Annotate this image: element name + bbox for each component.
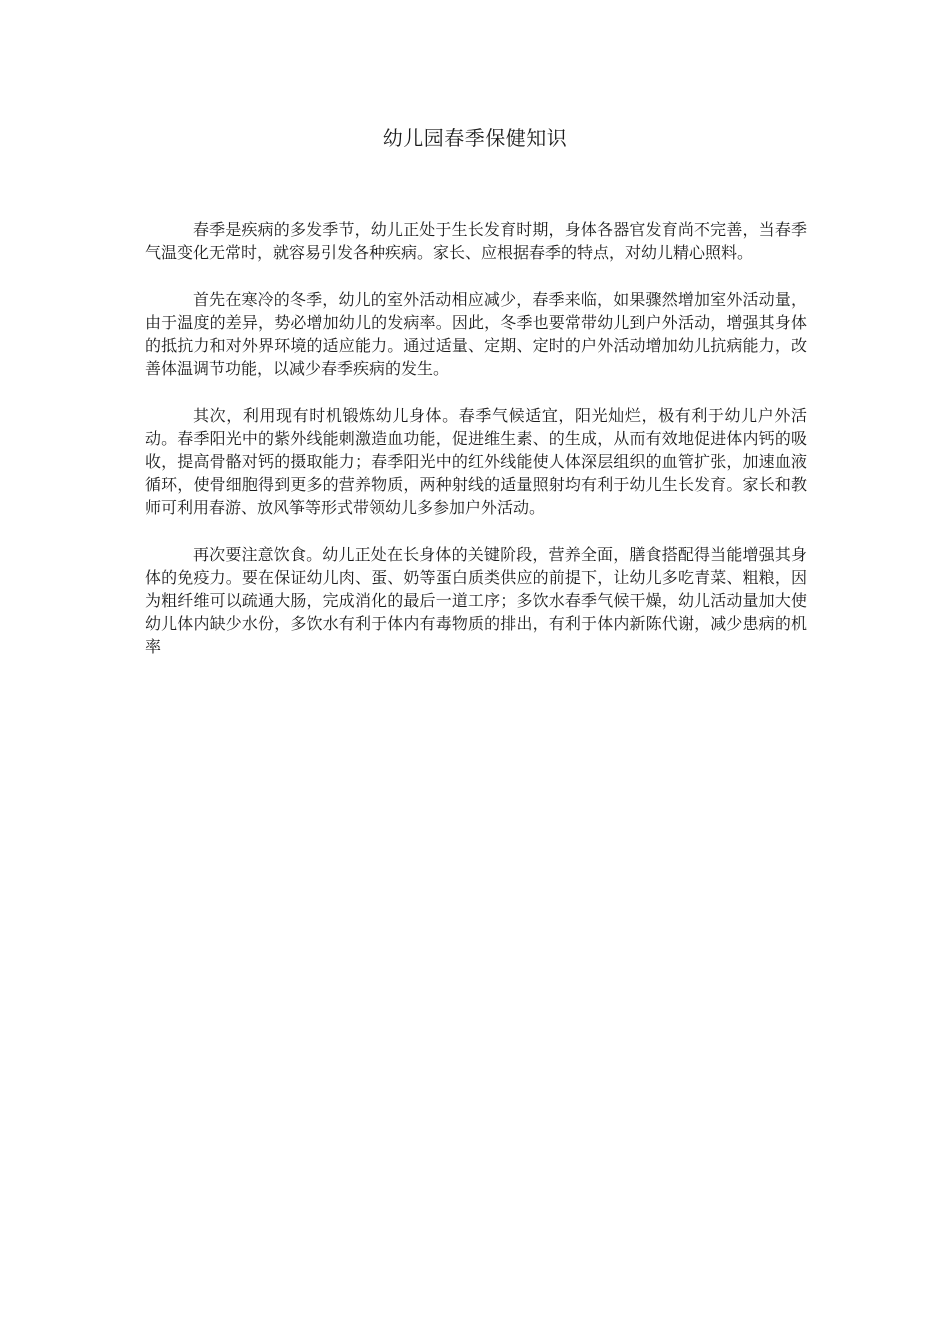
- paragraph-2: 首先在寒冷的冬季，幼儿的室外活动相应减少，春季来临，如果骤然增加室外活动量，由于温度的差异，势必增加幼儿的发病率。因此，冬季也要常带幼儿到户外活动，增强其身体的抵抗力和对外界环境的适应能力。通过适量、定期、定时的户外活动增加幼儿抗病能力，改善体温调节功能，以减少春季疾病的发生。: [145, 290, 807, 378]
- paragraph-1: 春季是疾病的多发季节，幼儿正处于生长发育时期，身体各器官发育尚不完善，当春季气温变化无常时，就容易引发各种疾病。家长、应根据春季的特点，对幼儿精心照料。: [145, 220, 807, 262]
- document-body: [145, 218, 807, 682]
- paragraph-3: 其次，利用现有时机锻炼幼儿身体。春季气候适宜，阳光灿烂，极有利于幼儿户外活动。春季阳光中的紫外线能刺激造血功能，促进维生素、的生成，从而有效地促进体内钙的吸收，提高骨骼对钙的摄取能力；春季阳光中的红外线能使人体深层组织的血管扩张，加速血液循环，使骨细胞得到更多的营养物质，两种射线的适量照射均有利于幼儿生长发育。家长和教师可利用春游、放风筝等形式带领幼儿多参加户外活动。: [145, 406, 807, 517]
- document-title: 幼儿园春季保健知识: [382, 126, 568, 150]
- paragraph-4: 再次要注意饮食。幼儿正处在长身体的关键阶段，营养全面，膳食搭配得当能增强其身体的免疫力。要在保证幼儿肉、蛋、奶等蛋白质类供应的前提下，让幼儿多吃青菜、粗粮，因为粗纤维可以疏通大肠，完成消化的最后一道工序；多饮水春季气候干燥，幼儿活动量加大使幼儿体内缺少水份，多饮水有利于体内有毒物质的排出，有利于体内新陈代谢，减少患病的机率: [145, 545, 807, 656]
